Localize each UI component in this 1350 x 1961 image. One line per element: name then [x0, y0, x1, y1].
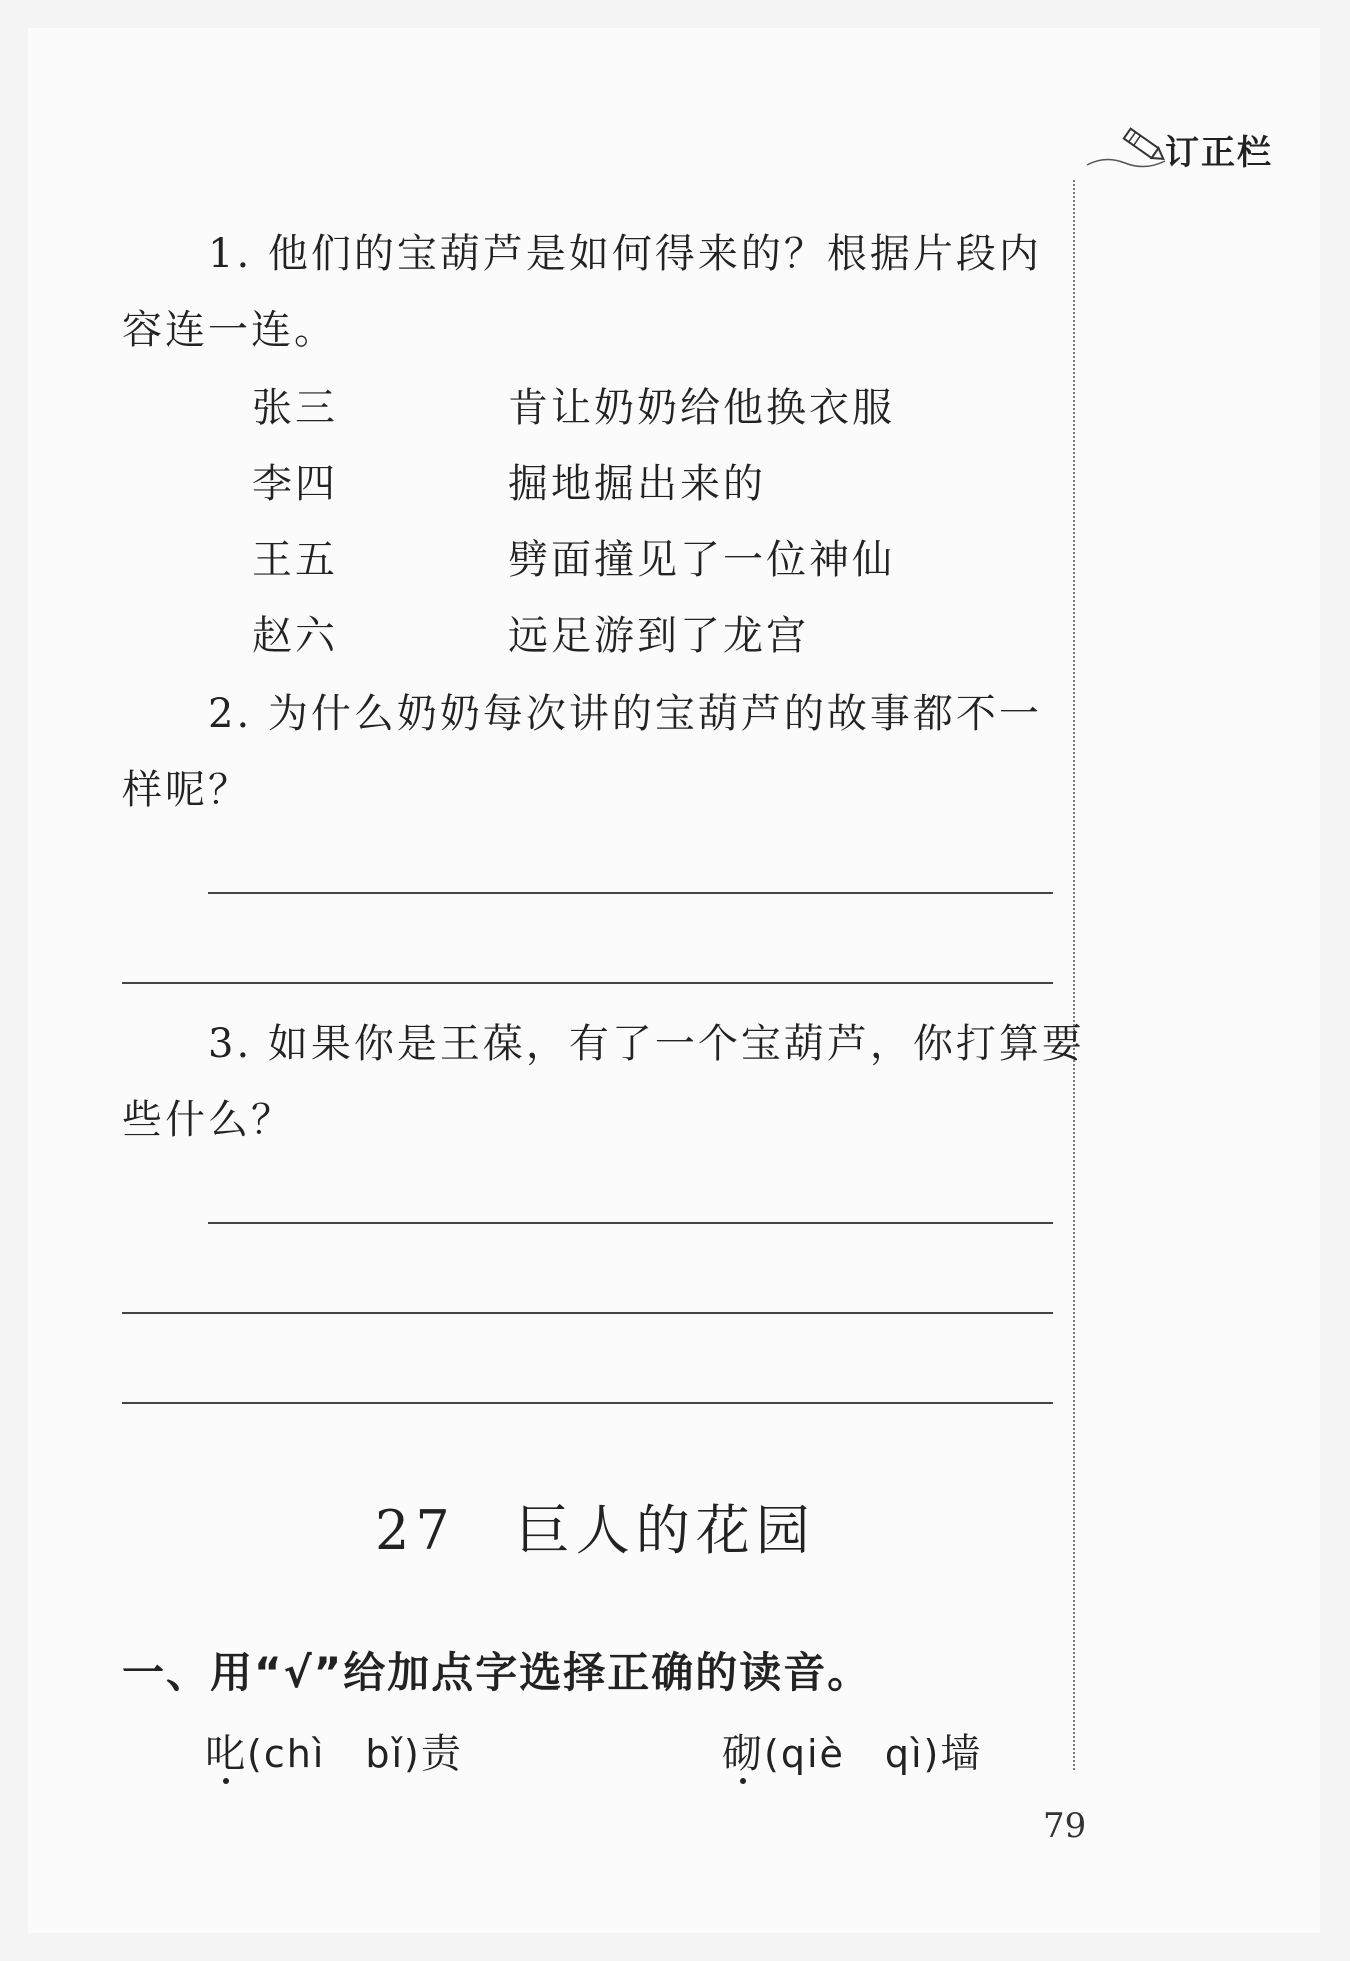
answer-line[interactable] [122, 1402, 1053, 1404]
word-rest: 墙 [940, 1731, 983, 1777]
word-rest: 责 [420, 1731, 463, 1777]
target-char: 叱 [205, 1731, 247, 1777]
q1-right-item: 远足游到了龙宫 [508, 613, 809, 659]
lesson-title [375, 1488, 816, 1565]
q1-right-item: 掘地掘出来的 [508, 461, 766, 507]
section-heading: 一、用“√”给加点字选择正确的读音。 [122, 1648, 872, 1697]
answer-line[interactable] [122, 1312, 1053, 1314]
q1-line1: 1. 他们的宝葫芦是如何得来的？根据片段内 [208, 231, 1042, 277]
correction-column-header [1085, 125, 1315, 185]
q2-line2: 样呢？ [122, 767, 251, 813]
pinyin-choice-item [722, 1722, 982, 1779]
pencil-icon [1085, 125, 1175, 175]
emphasis-dot [223, 1778, 229, 1784]
q1-left-item: 赵六 [252, 613, 338, 659]
correction-divider [1073, 180, 1075, 1770]
q2-line1: 2. 为什么奶奶每次讲的宝葫芦的故事都不一 [208, 691, 1042, 737]
answer-line[interactable] [208, 892, 1053, 894]
correction-label: 订正栏 [1165, 133, 1273, 173]
lesson-name: 巨人的花园 [515, 1499, 816, 1562]
q3-line2: 些什么？ [122, 1097, 294, 1143]
q3-line1: 3. 如果你是王葆，有了一个宝葫芦，你打算要 [208, 1021, 1085, 1067]
pinyin-options[interactable]: (qiè qì) [764, 1732, 941, 1776]
answer-line[interactable] [122, 982, 1053, 984]
q1-left-item: 王五 [252, 537, 338, 583]
q1-left-item: 李四 [252, 461, 338, 507]
emphasis-dot [740, 1778, 746, 1784]
q1-right-item: 劈面撞见了一位神仙 [508, 537, 895, 583]
q1-right-item: 肯让奶奶给他换衣服 [508, 385, 895, 431]
lesson-number: 27 [375, 1499, 456, 1562]
q1-left-item: 张三 [252, 385, 338, 431]
q1-line2: 容连一连。 [122, 307, 337, 353]
target-char: 砌 [722, 1731, 764, 1777]
pinyin-choice-item [205, 1722, 463, 1779]
pinyin-options[interactable]: (chì bǐ) [247, 1732, 421, 1776]
answer-line[interactable] [208, 1222, 1053, 1224]
page-number: 79 [1043, 1806, 1087, 1846]
